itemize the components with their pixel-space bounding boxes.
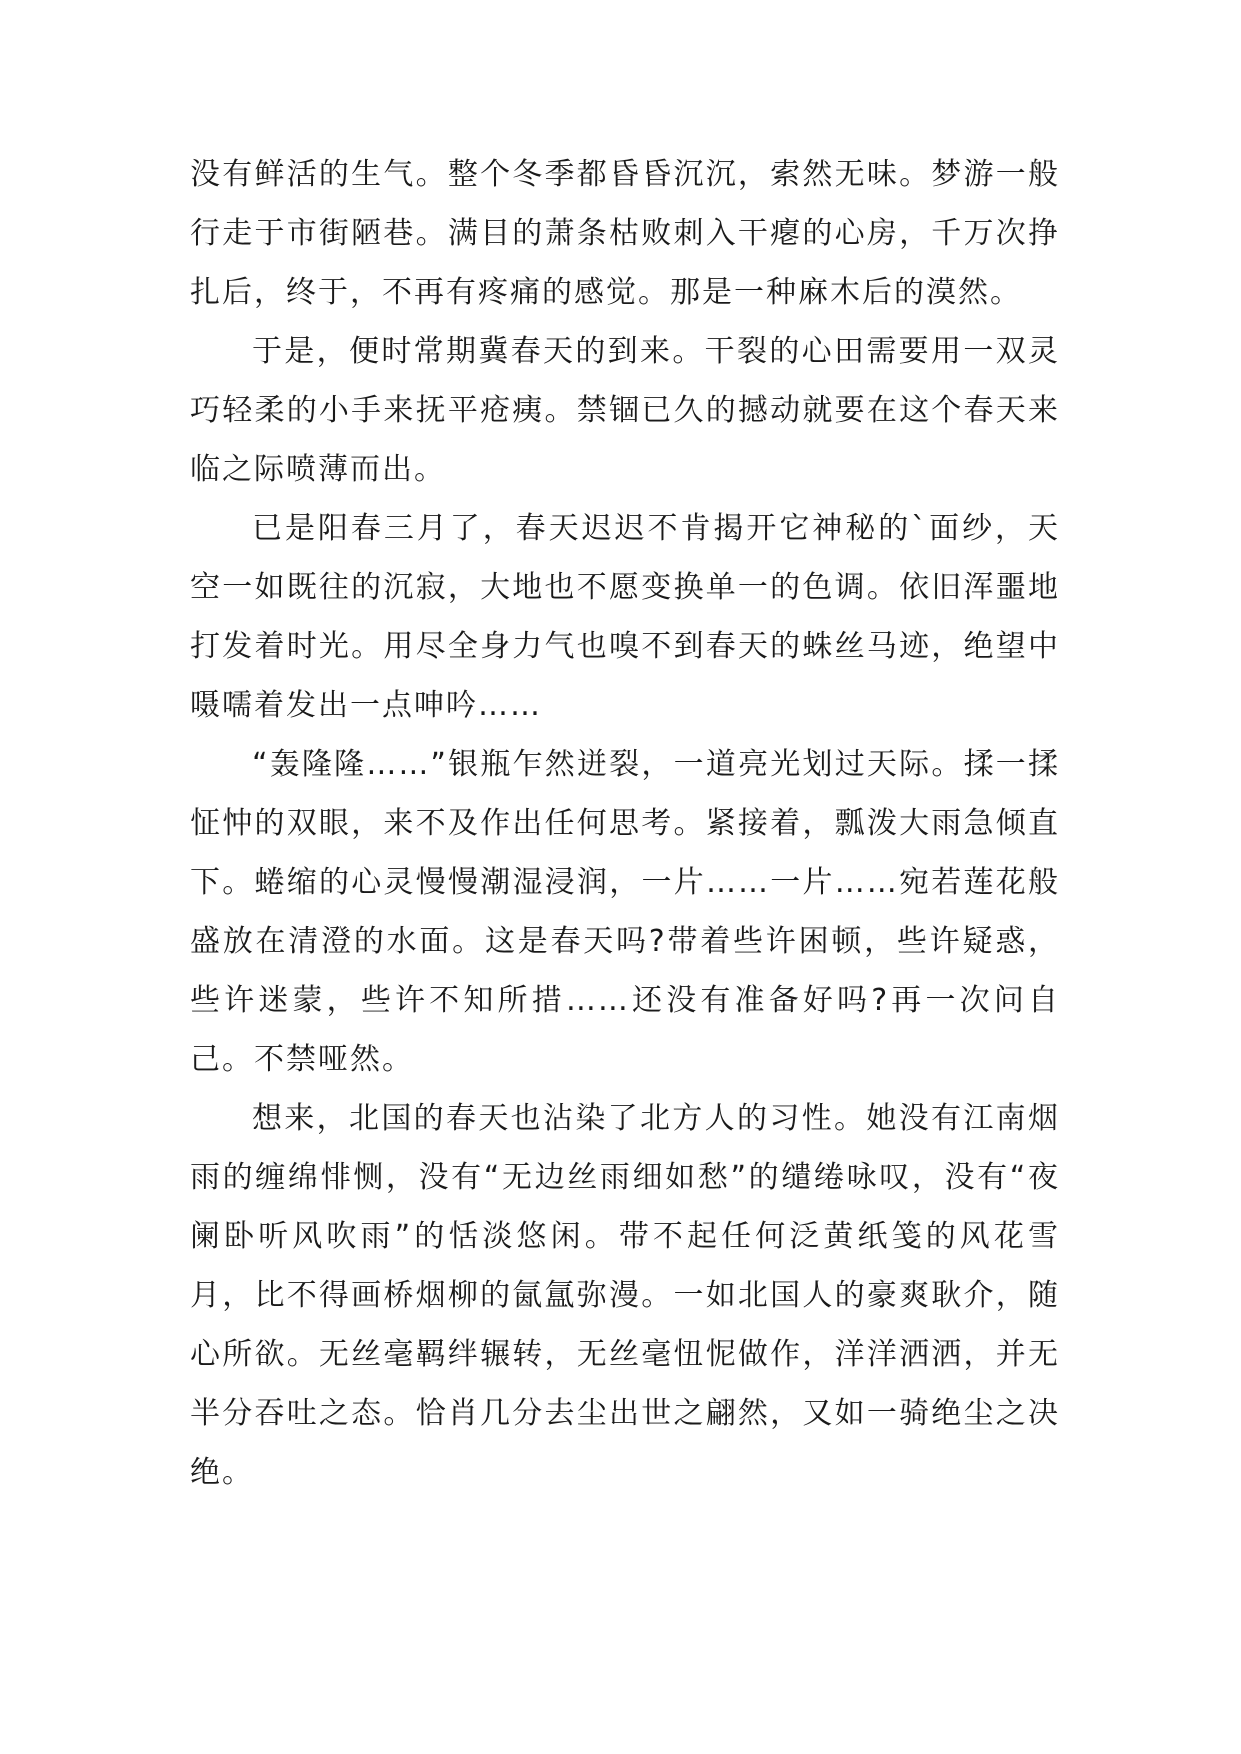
paragraph-2: 于是，便时常期冀春天的到来。干裂的心田需要用一双灵巧轻柔的小手来抚平疮痍。禁锢已久的撼动就要在这个春天来临之际喷薄而出。 bbox=[190, 334, 1060, 487]
paragraph-5: 想来，北国的春天也沾染了北方人的习性。她没有江南烟雨的缠绵悱恻，没有“无边丝雨细如愁”的缱绻咏叹，没有“夜阑卧听风吹雨”的恬淡悠闲。带不起任何泛黄纸笺的风花雪月，比不得画桥烟柳的氤氲弥漫。一如北国人的豪爽耿介，随心所欲。无丝毫羁绊辗转，无丝毫忸怩做作，洋洋洒洒，并无半分吞吐之态。恰肖几分去尘出世之翩然，又如一骑绝尘之决绝。 bbox=[190, 1101, 1060, 1490]
essay-body bbox=[190, 145, 1060, 1502]
paragraph-3: 已是阳春三月了，春天迟迟不肯揭开它神秘的`面纱，天空一如既往的沉寂，大地也不愿变换单一的色调。依旧浑噩地打发着时光。用尽全身力气也嗅不到春天的蛛丝马迹，绝望中嗫嚅着发出一点呻吟…… bbox=[190, 511, 1060, 723]
paragraph-1: 没有鲜活的生气。整个冬季都昏昏沉沉，索然无味。梦游一般行走于市街陋巷。满目的萧条枯败刺入干瘪的心房，千万次挣扎后，终于，不再有疼痛的感觉。那是一种麻木后的漠然。 bbox=[190, 157, 1060, 310]
paragraph-4: “轰隆隆……”银瓶乍然迸裂，一道亮光划过天际。揉一揉怔忡的双眼，来不及作出任何思考。紧接着，瓢泼大雨急倾直下。蜷缩的心灵慢慢潮湿浸润，一片……一片……宛若莲花般盛放在清澄的水面。这是春天吗?带着些许困顿，些许疑惑，些许迷蒙，些许不知所措……还没有准备好吗?再一次问自己。不禁哑然。 bbox=[190, 747, 1060, 1077]
